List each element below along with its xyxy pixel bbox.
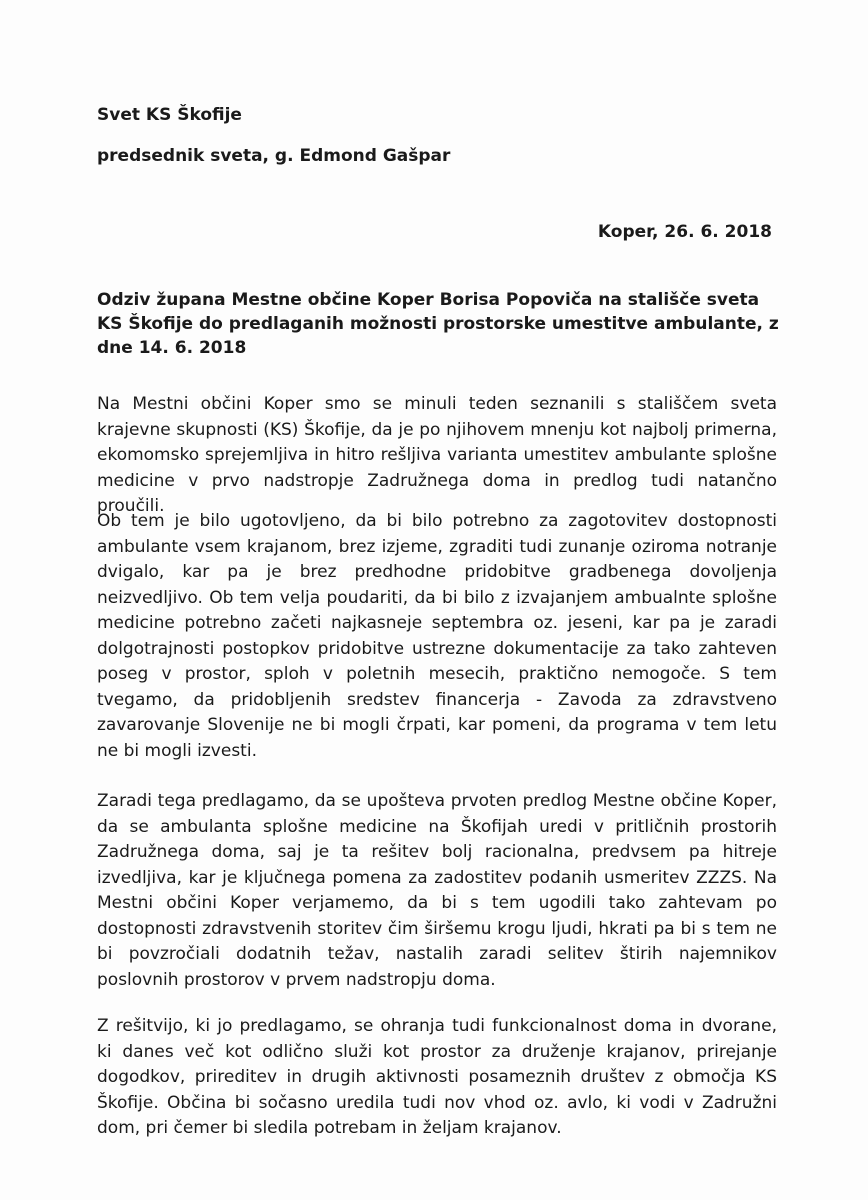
recipient-title: predsednik sveta, g. Edmond Gašpar — [97, 146, 451, 166]
body-paragraph-4: Z rešitvijo, ki jo predlagamo, se ohranja tudi funkcionalnost doma in dvorane, ki danes več kot odlično služi kot prostor za druženje krajanov, prirejanje dogodkov, prireditev in drugih aktivnosti posameznih društev z območja KS Škofije. Občina bi sočasno uredila tudi nov vhod oz. avlo, ki vodi v Zadružni dom, pri čemer bi sledila potrebam in željam krajanov. — [97, 1016, 777, 1138]
recipient-name: Svet KS Škofije — [97, 105, 242, 125]
letter-subject: Odziv župana Mestne občine Koper Borisa Popoviča na stališče sveta KS Škofije do predlaganih možnosti prostorske umestitve ambulante, z dne 14. 6. 2018 — [97, 290, 779, 358]
body-paragraph-3: Zaradi tega predlagamo, da se upošteva prvoten predlog Mestne občine Koper, da se ambulanta splošne medicine na Škofijah uredi v pritličnih prostorih Zadružnega doma, saj je ta rešitev bolj racionalna, predvsem pa hitreje izvedljiva, kar je ključnega pomena za zadostitev podanih usmeritev ZZZS. Na Mestni občini Koper verjamemo, da bi s tem ugodili tako zahtevam po dostopnosti zdravstvenih storitev čim širšemu krogu ljudi, hkrati pa bi s tem ne bi povzročiali dodatnih težav, nastalih zaradi selitev štirih najemnikov poslovnih prostorov v prvem nadstropju doma. — [97, 791, 777, 990]
body-paragraph-2: Ob tem je bilo ugotovljeno, da bi bilo potrebno za zagotovitev dostopnosti ambulante vsem krajanom, brez izjeme, zgraditi tudi zunanje oziroma notranje dvigalo, kar pa je brez predhodne pridobitve gradbenega dovoljenja neizvedljivo. Ob tem velja poudariti, da bi bilo z izvajanjem ambualnte splošne medicine potrebno začeti najkasneje septembra oz. jeseni, kar pa je zaradi dolgotrajnosti postopkov pridobitve ustrezne dokumentacije za tako zahteven poseg v prostor, sploh v poletnih mesecih, praktično nemogoče. S tem tvegamo, da pridobljenih sredstev financerja - Zavoda za zdravstveno zavarovanje Slovenije ne bi mogli črpati, kar pomeni, da programa v tem letu ne bi mogli izvesti. — [97, 511, 777, 761]
body-paragraph-1: Na Mestni občini Koper smo se minuli teden seznanili s stališčem sveta krajevne skupnosti (KS) Škofije, da je po njihovem mnenju kot najbolj primerna, ekomomsko sprejemljiva in hitro rešljiva varianta umestitev ambulante splošne medicine v prvo nadstropje Zadružnega doma in predlog tudi natančno proučili. — [97, 394, 777, 516]
letter-date: Koper, 26. 6. 2018 — [597, 222, 772, 242]
